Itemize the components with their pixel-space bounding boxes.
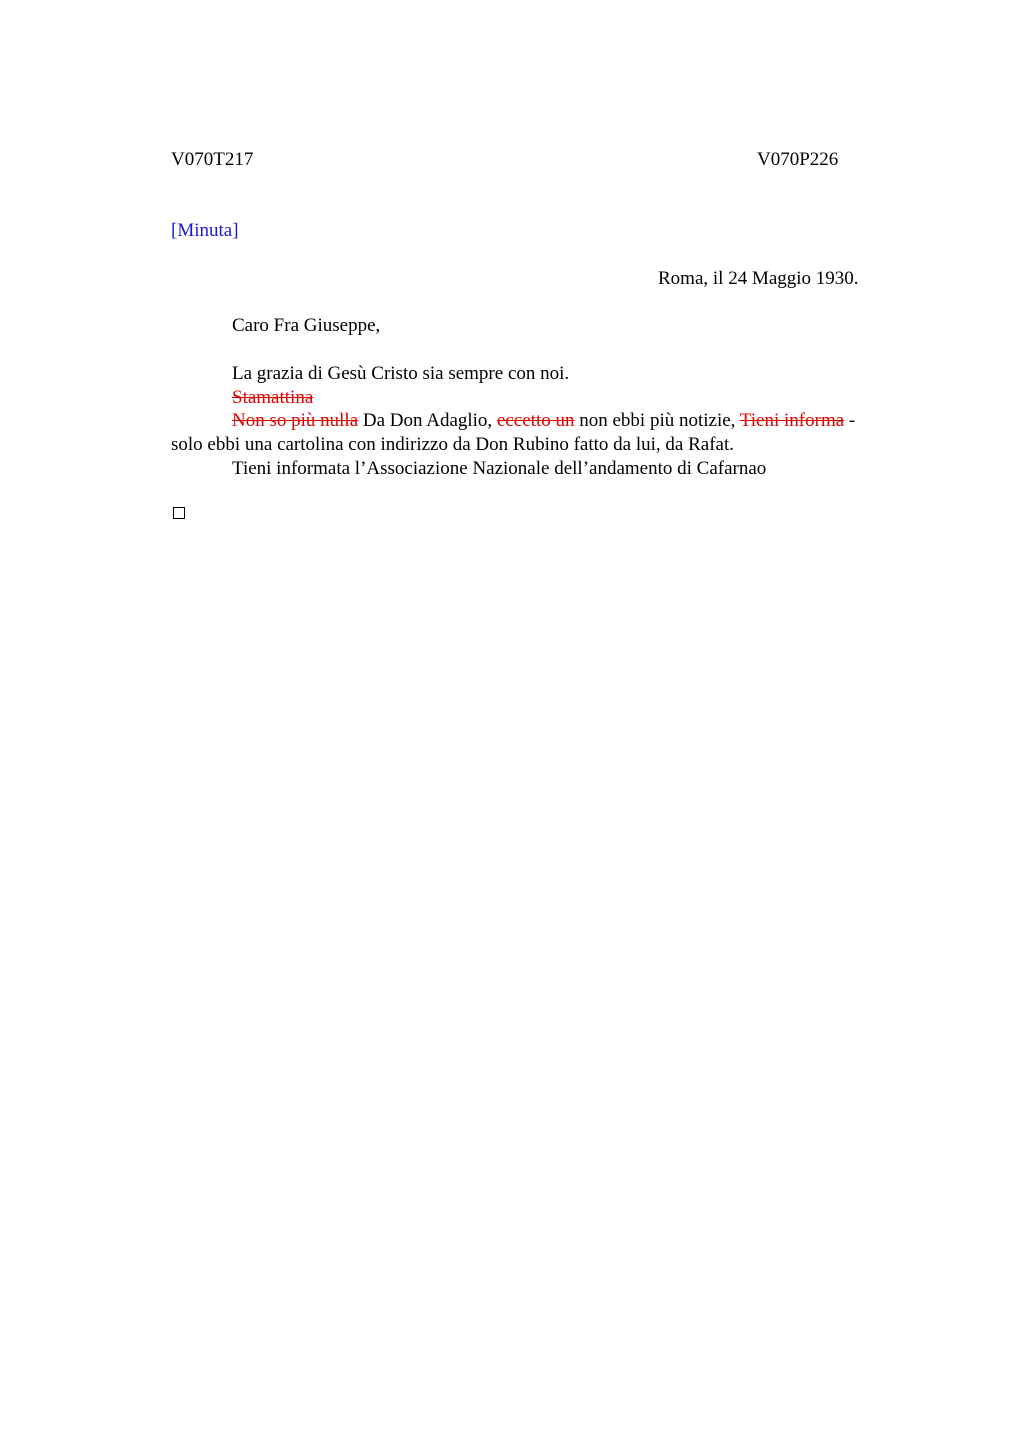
deleted-text: Non so più nulla xyxy=(232,410,359,431)
body-line-2-deleted xyxy=(232,388,313,407)
deleted-text: Stamattina xyxy=(232,387,314,408)
body-line-4: solo ebbi una cartolina con indirizzo da Don Rubino fatto da lui, da Rafat. xyxy=(171,434,734,455)
deleted-text: Tieni informa xyxy=(739,410,845,431)
letter-date: Roma, il 24 Maggio 1930. xyxy=(658,268,859,289)
empty-square-icon xyxy=(173,507,185,519)
document-reference-left: V070T217 xyxy=(171,149,254,170)
minuta-label: [Minuta] xyxy=(171,220,239,241)
body-line-1: La grazia di Gesù Cristo sia sempre con noi. xyxy=(232,363,570,384)
body-text: Da Don Adaglio, xyxy=(358,410,497,431)
body-text: non ebbi più notizie, xyxy=(574,410,740,431)
salutation: Caro Fra Giuseppe, xyxy=(232,315,381,336)
body-text: - xyxy=(844,410,856,431)
deleted-text: eccetto un xyxy=(496,410,575,431)
document-reference-right: V070P226 xyxy=(757,149,839,170)
body-line-5: Tieni informata l’Associazione Nazionale dell’andamento di Cafarnao xyxy=(232,458,767,479)
body-line-3 xyxy=(232,411,855,430)
